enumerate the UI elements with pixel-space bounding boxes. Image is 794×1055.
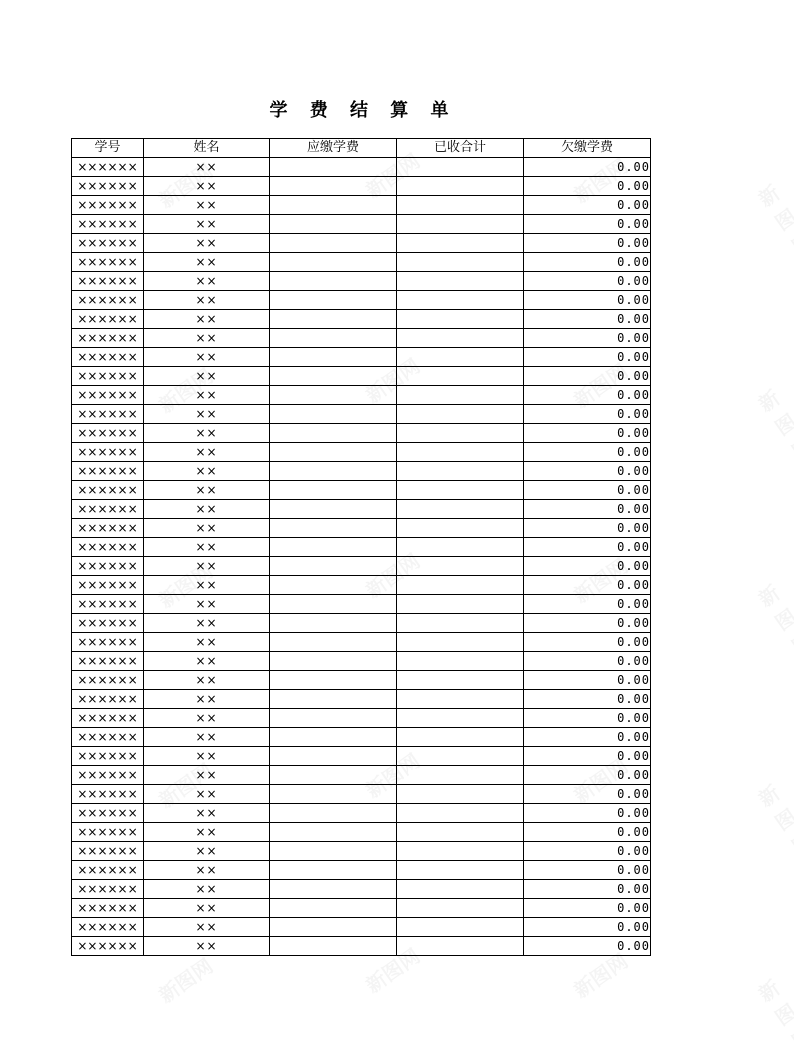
cell-student-id[interactable]: ×××××× [72, 804, 144, 823]
cell-name[interactable]: ×× [144, 234, 270, 253]
cell-student-id[interactable]: ×××××× [72, 272, 144, 291]
cell-total-received[interactable] [397, 158, 524, 177]
table-row [72, 367, 651, 386]
cell-tuition-due[interactable] [270, 899, 397, 918]
cell-student-id[interactable]: ×××××× [72, 918, 144, 937]
table-row [72, 329, 651, 348]
cell-tuition-owed[interactable]: 0.00 [524, 177, 651, 196]
cell-total-received[interactable] [397, 310, 524, 329]
cell-total-received[interactable] [397, 842, 524, 861]
cell-tuition-due[interactable] [270, 405, 397, 424]
cell-tuition-due[interactable] [270, 785, 397, 804]
cell-name[interactable]: ×× [144, 367, 270, 386]
cell-name[interactable]: ×× [144, 709, 270, 728]
cell-student-id[interactable]: ×××××× [72, 652, 144, 671]
cell-tuition-due[interactable] [270, 234, 397, 253]
cell-name[interactable]: ×× [144, 595, 270, 614]
table-row [72, 462, 651, 481]
cell-tuition-owed[interactable]: 0.00 [524, 899, 651, 918]
cell-student-id[interactable]: ×××××× [72, 310, 144, 329]
cell-tuition-due[interactable] [270, 253, 397, 272]
table-row [72, 272, 651, 291]
cell-name[interactable]: ×× [144, 310, 270, 329]
cell-total-received[interactable] [397, 234, 524, 253]
cell-total-received[interactable] [397, 823, 524, 842]
cell-total-received[interactable] [397, 424, 524, 443]
cell-student-id[interactable]: ×××××× [72, 576, 144, 595]
cell-student-id[interactable]: ×××××× [72, 766, 144, 785]
cell-name[interactable]: ×× [144, 899, 270, 918]
cell-student-id[interactable]: ×××××× [72, 595, 144, 614]
cell-name[interactable]: ×× [144, 329, 270, 348]
cell-name[interactable]: ×× [144, 823, 270, 842]
table-row [72, 196, 651, 215]
cell-total-received[interactable] [397, 481, 524, 500]
table-row [72, 519, 651, 538]
cell-name[interactable]: ×× [144, 253, 270, 272]
cell-tuition-owed[interactable]: 0.00 [524, 272, 651, 291]
cell-tuition-owed[interactable]: 0.00 [524, 671, 651, 690]
cell-total-received[interactable] [397, 557, 524, 576]
cell-student-id[interactable]: ×××××× [72, 177, 144, 196]
cell-tuition-due[interactable] [270, 880, 397, 899]
cell-tuition-due[interactable] [270, 443, 397, 462]
cell-name[interactable]: ×× [144, 842, 270, 861]
table-row [72, 576, 651, 595]
cell-total-received[interactable] [397, 462, 524, 481]
cell-tuition-due[interactable] [270, 652, 397, 671]
cell-student-id[interactable]: ×××××× [72, 424, 144, 443]
cell-tuition-owed[interactable]: 0.00 [524, 348, 651, 367]
header-tuition-due: 应缴学费 [270, 139, 397, 158]
table-row [72, 899, 651, 918]
cell-tuition-due[interactable] [270, 158, 397, 177]
cell-tuition-owed[interactable]: 0.00 [524, 424, 651, 443]
cell-name[interactable]: ×× [144, 785, 270, 804]
cell-tuition-due[interactable] [270, 500, 397, 519]
cell-tuition-owed[interactable]: 0.00 [524, 158, 651, 177]
cell-student-id[interactable]: ×××××× [72, 747, 144, 766]
cell-tuition-due[interactable] [270, 538, 397, 557]
cell-name[interactable]: ×× [144, 633, 270, 652]
table-row [72, 253, 651, 272]
cell-tuition-owed[interactable]: 0.00 [524, 519, 651, 538]
cell-total-received[interactable] [397, 785, 524, 804]
table-row [72, 823, 651, 842]
cell-name[interactable]: ×× [144, 652, 270, 671]
watermark-text [752, 382, 794, 465]
cell-student-id[interactable]: ×××××× [72, 709, 144, 728]
table-row [72, 443, 651, 462]
cell-name[interactable]: ×× [144, 937, 270, 956]
tuition-settlement-table [71, 138, 651, 956]
cell-name[interactable]: ×× [144, 500, 270, 519]
cell-total-received[interactable] [397, 405, 524, 424]
cell-total-received[interactable] [397, 443, 524, 462]
cell-total-received[interactable] [397, 272, 524, 291]
cell-name[interactable]: ×× [144, 557, 270, 576]
document-title: 学 费 结 算 单 [269, 100, 457, 121]
cell-tuition-due[interactable] [270, 766, 397, 785]
header-tuition-owed: 欠缴学费 [524, 139, 651, 158]
cell-total-received[interactable] [397, 291, 524, 310]
cell-total-received[interactable] [397, 348, 524, 367]
table-row [72, 747, 651, 766]
watermark-text [752, 972, 794, 1055]
cell-student-id[interactable]: ×××××× [72, 823, 144, 842]
table-row [72, 785, 651, 804]
table-row [72, 652, 651, 671]
cell-tuition-owed[interactable]: 0.00 [524, 880, 651, 899]
cell-student-id[interactable]: ×××××× [72, 348, 144, 367]
cell-tuition-due[interactable] [270, 367, 397, 386]
cell-total-received[interactable] [397, 386, 524, 405]
cell-tuition-owed[interactable]: 0.00 [524, 234, 651, 253]
cell-tuition-due[interactable] [270, 310, 397, 329]
cell-student-id[interactable]: ×××××× [72, 690, 144, 709]
cell-tuition-due[interactable] [270, 557, 397, 576]
header-student-id: 学号 [72, 139, 144, 158]
header-name: 姓名 [144, 139, 270, 158]
cell-tuition-due[interactable] [270, 709, 397, 728]
cell-tuition-due[interactable] [270, 595, 397, 614]
cell-tuition-due[interactable] [270, 291, 397, 310]
cell-student-id[interactable]: ×××××× [72, 728, 144, 747]
cell-name[interactable]: ×× [144, 538, 270, 557]
table-row [72, 614, 651, 633]
cell-name[interactable]: ×× [144, 462, 270, 481]
cell-tuition-due[interactable] [270, 804, 397, 823]
cell-total-received[interactable] [397, 766, 524, 785]
cell-tuition-due[interactable] [270, 690, 397, 709]
cell-tuition-due[interactable] [270, 861, 397, 880]
watermark-text [752, 577, 794, 660]
cell-tuition-due[interactable] [270, 576, 397, 595]
cell-total-received[interactable] [397, 367, 524, 386]
watermark-text [152, 950, 218, 1008]
cell-total-received[interactable] [397, 690, 524, 709]
cell-student-id[interactable]: ×××××× [72, 785, 144, 804]
cell-tuition-owed[interactable]: 0.00 [524, 614, 651, 633]
table-row [72, 880, 651, 899]
cell-tuition-due[interactable] [270, 671, 397, 690]
table-row [72, 386, 651, 405]
table-row [72, 709, 651, 728]
cell-tuition-owed[interactable]: 0.00 [524, 595, 651, 614]
cell-total-received[interactable] [397, 880, 524, 899]
cell-name[interactable]: ×× [144, 728, 270, 747]
cell-total-received[interactable] [397, 861, 524, 880]
cell-tuition-owed[interactable]: 0.00 [524, 291, 651, 310]
table-row [72, 158, 651, 177]
cell-total-received[interactable] [397, 576, 524, 595]
table-header-row [72, 139, 651, 158]
cell-student-id[interactable]: ×××××× [72, 861, 144, 880]
cell-student-id[interactable]: ×××××× [72, 367, 144, 386]
cell-total-received[interactable] [397, 519, 524, 538]
cell-tuition-owed[interactable]: 0.00 [524, 937, 651, 956]
cell-total-received[interactable] [397, 329, 524, 348]
cell-name[interactable]: ×× [144, 766, 270, 785]
watermark-text [752, 177, 794, 260]
cell-student-id[interactable]: ×××××× [72, 500, 144, 519]
cell-total-received[interactable] [397, 253, 524, 272]
table-row [72, 804, 651, 823]
cell-total-received[interactable] [397, 728, 524, 747]
cell-student-id[interactable]: ×××××× [72, 880, 144, 899]
cell-tuition-owed[interactable]: 0.00 [524, 462, 651, 481]
cell-total-received[interactable] [397, 899, 524, 918]
cell-tuition-due[interactable] [270, 348, 397, 367]
cell-name[interactable]: ×× [144, 215, 270, 234]
cell-student-id[interactable]: ×××××× [72, 386, 144, 405]
cell-student-id[interactable]: ×××××× [72, 671, 144, 690]
cell-student-id[interactable]: ×××××× [72, 405, 144, 424]
cell-student-id[interactable]: ×××××× [72, 443, 144, 462]
cell-tuition-owed[interactable]: 0.00 [524, 766, 651, 785]
table-row [72, 481, 651, 500]
cell-total-received[interactable] [397, 595, 524, 614]
cell-total-received[interactable] [397, 215, 524, 234]
cell-student-id[interactable]: ×××××× [72, 462, 144, 481]
table-row [72, 918, 651, 937]
table-row [72, 291, 651, 310]
cell-name[interactable]: ×× [144, 272, 270, 291]
cell-name[interactable]: ×× [144, 405, 270, 424]
cell-total-received[interactable] [397, 196, 524, 215]
table-row [72, 500, 651, 519]
cell-tuition-owed[interactable]: 0.00 [524, 253, 651, 272]
cell-name[interactable]: ×× [144, 481, 270, 500]
cell-tuition-owed[interactable]: 0.00 [524, 557, 651, 576]
cell-tuition-due[interactable] [270, 481, 397, 500]
cell-tuition-due[interactable] [270, 386, 397, 405]
cell-tuition-owed[interactable]: 0.00 [524, 918, 651, 937]
cell-tuition-due[interactable] [270, 177, 397, 196]
cell-student-id[interactable]: ×××××× [72, 291, 144, 310]
table-row [72, 728, 651, 747]
cell-tuition-due[interactable] [270, 424, 397, 443]
cell-total-received[interactable] [397, 937, 524, 956]
table-row [72, 842, 651, 861]
cell-name[interactable]: ×× [144, 519, 270, 538]
cell-name[interactable]: ×× [144, 747, 270, 766]
cell-student-id[interactable]: ×××××× [72, 481, 144, 500]
cell-name[interactable]: ×× [144, 880, 270, 899]
cell-tuition-owed[interactable]: 0.00 [524, 500, 651, 519]
watermark-text [752, 777, 794, 860]
cell-total-received[interactable] [397, 918, 524, 937]
cell-student-id[interactable]: ×××××× [72, 196, 144, 215]
cell-tuition-owed[interactable]: 0.00 [524, 481, 651, 500]
cell-student-id[interactable]: ×××××× [72, 614, 144, 633]
cell-total-received[interactable] [397, 538, 524, 557]
cell-tuition-due[interactable] [270, 462, 397, 481]
table-row [72, 595, 651, 614]
cell-tuition-due[interactable] [270, 329, 397, 348]
cell-student-id[interactable]: ×××××× [72, 234, 144, 253]
cell-tuition-owed[interactable]: 0.00 [524, 804, 651, 823]
cell-tuition-due[interactable] [270, 747, 397, 766]
cell-total-received[interactable] [397, 614, 524, 633]
cell-name[interactable]: ×× [144, 671, 270, 690]
cell-total-received[interactable] [397, 633, 524, 652]
cell-student-id[interactable]: ×××××× [72, 937, 144, 956]
cell-tuition-due[interactable] [270, 728, 397, 747]
cell-tuition-owed[interactable]: 0.00 [524, 310, 651, 329]
cell-tuition-owed[interactable]: 0.00 [524, 709, 651, 728]
table-row [72, 671, 651, 690]
cell-name[interactable]: ×× [144, 918, 270, 937]
cell-student-id[interactable]: ×××××× [72, 557, 144, 576]
cell-tuition-owed[interactable]: 0.00 [524, 538, 651, 557]
cell-total-received[interactable] [397, 747, 524, 766]
cell-name[interactable]: ×× [144, 614, 270, 633]
table-row [72, 766, 651, 785]
cell-total-received[interactable] [397, 671, 524, 690]
cell-name[interactable]: ×× [144, 690, 270, 709]
cell-name[interactable]: ×× [144, 196, 270, 215]
cell-student-id[interactable]: ×××××× [72, 538, 144, 557]
cell-tuition-due[interactable] [270, 272, 397, 291]
cell-tuition-owed[interactable]: 0.00 [524, 785, 651, 804]
cell-name[interactable]: ×× [144, 177, 270, 196]
cell-name[interactable]: ×× [144, 861, 270, 880]
cell-student-id[interactable]: ×××××× [72, 215, 144, 234]
table-row [72, 424, 651, 443]
cell-name[interactable]: ×× [144, 804, 270, 823]
cell-tuition-owed[interactable]: 0.00 [524, 823, 651, 842]
table-row [72, 690, 651, 709]
table-row [72, 177, 651, 196]
cell-student-id[interactable]: ×××××× [72, 158, 144, 177]
cell-tuition-due[interactable] [270, 918, 397, 937]
cell-name[interactable]: ×× [144, 386, 270, 405]
cell-tuition-owed[interactable]: 0.00 [524, 690, 651, 709]
cell-name[interactable]: ×× [144, 424, 270, 443]
cell-tuition-owed[interactable]: 0.00 [524, 215, 651, 234]
table-row [72, 538, 651, 557]
cell-total-received[interactable] [397, 652, 524, 671]
cell-tuition-due[interactable] [270, 842, 397, 861]
table-row [72, 557, 651, 576]
cell-tuition-owed[interactable]: 0.00 [524, 842, 651, 861]
table-row [72, 348, 651, 367]
cell-student-id[interactable]: ×××××× [72, 633, 144, 652]
cell-tuition-owed[interactable]: 0.00 [524, 747, 651, 766]
cell-tuition-owed[interactable]: 0.00 [524, 633, 651, 652]
cell-tuition-due[interactable] [270, 519, 397, 538]
cell-tuition-due[interactable] [270, 614, 397, 633]
cell-student-id[interactable]: ×××××× [72, 899, 144, 918]
table-row [72, 861, 651, 880]
cell-tuition-owed[interactable]: 0.00 [524, 443, 651, 462]
cell-name[interactable]: ×× [144, 158, 270, 177]
cell-total-received[interactable] [397, 500, 524, 519]
table-row [72, 215, 651, 234]
cell-name[interactable]: ×× [144, 443, 270, 462]
cell-tuition-due[interactable] [270, 823, 397, 842]
cell-tuition-due[interactable] [270, 215, 397, 234]
cell-student-id[interactable]: ×××××× [72, 842, 144, 861]
cell-tuition-owed[interactable]: 0.00 [524, 367, 651, 386]
table-row [72, 234, 651, 253]
cell-total-received[interactable] [397, 709, 524, 728]
cell-tuition-owed[interactable]: 0.00 [524, 652, 651, 671]
cell-student-id[interactable]: ×××××× [72, 519, 144, 538]
table-row [72, 405, 651, 424]
header-total-received: 已收合计 [397, 139, 524, 158]
cell-tuition-owed[interactable]: 0.00 [524, 728, 651, 747]
cell-name[interactable]: ×× [144, 348, 270, 367]
cell-tuition-owed[interactable]: 0.00 [524, 386, 651, 405]
cell-total-received[interactable] [397, 804, 524, 823]
cell-student-id[interactable]: ×××××× [72, 253, 144, 272]
cell-total-received[interactable] [397, 177, 524, 196]
cell-tuition-owed[interactable]: 0.00 [524, 196, 651, 215]
table-row [72, 310, 651, 329]
cell-name[interactable]: ×× [144, 576, 270, 595]
cell-student-id[interactable]: ×××××× [72, 329, 144, 348]
cell-tuition-due[interactable] [270, 633, 397, 652]
cell-name[interactable]: ×× [144, 291, 270, 310]
cell-tuition-due[interactable] [270, 937, 397, 956]
table-row [72, 633, 651, 652]
cell-tuition-owed[interactable]: 0.00 [524, 576, 651, 595]
cell-tuition-owed[interactable]: 0.00 [524, 329, 651, 348]
cell-tuition-due[interactable] [270, 196, 397, 215]
cell-tuition-owed[interactable]: 0.00 [524, 405, 651, 424]
cell-tuition-owed[interactable]: 0.00 [524, 861, 651, 880]
table-row [72, 937, 651, 956]
